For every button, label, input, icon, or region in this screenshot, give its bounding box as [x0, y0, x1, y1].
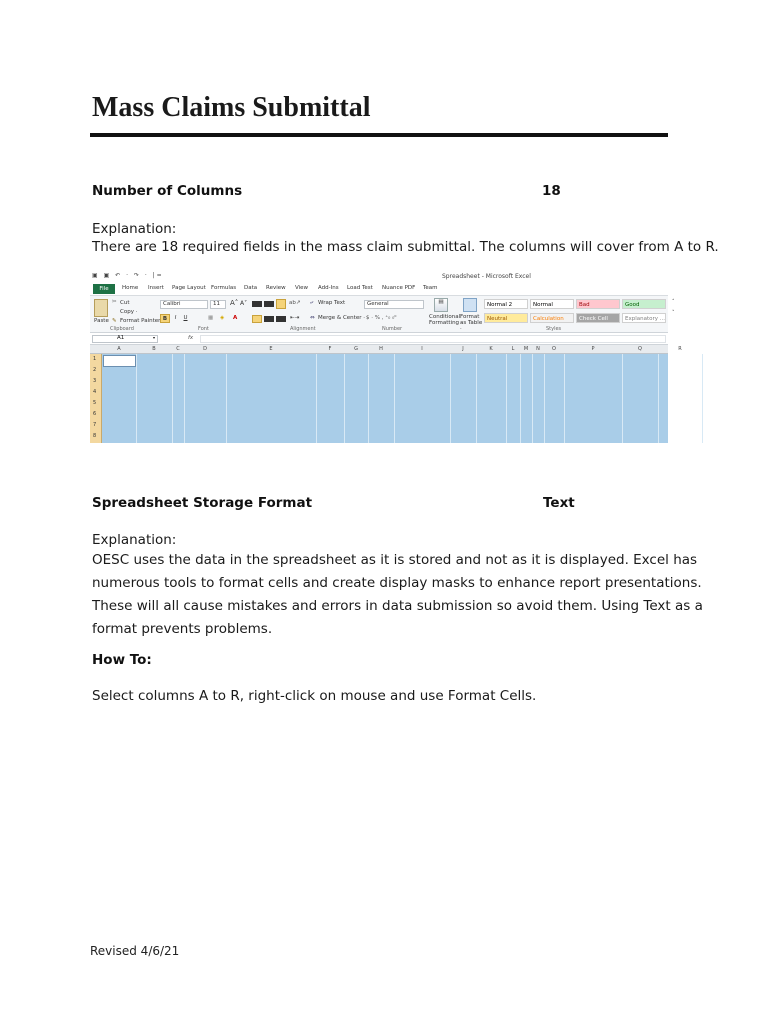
selected-columns-grid[interactable] [102, 354, 668, 443]
tab-page-layout[interactable]: Page Layout [172, 285, 206, 291]
column-header-r[interactable]: R [678, 346, 682, 352]
column-header-q[interactable]: Q [638, 346, 642, 352]
column-gridline [136, 354, 137, 443]
column-gridline [520, 354, 521, 443]
storage-format-label: Spreadsheet Storage Format [92, 495, 313, 511]
merge-icon[interactable]: ⇔ [310, 315, 315, 321]
format-as-table-icon[interactable] [463, 298, 477, 312]
column-headers [90, 345, 682, 354]
cell-style-bad[interactable]: Bad [576, 299, 620, 309]
cell-style-good[interactable]: Good [622, 299, 666, 309]
row-header-2[interactable]: 2 [93, 367, 97, 373]
column-gridline [506, 354, 507, 443]
paste-button[interactable]: Paste [94, 318, 109, 324]
column-gridline [316, 354, 317, 443]
column-gridline [394, 354, 395, 443]
wrap-text-button[interactable]: Wrap Text [318, 300, 346, 306]
scissors-icon[interactable]: ✂ [112, 299, 117, 305]
grow-font-icon[interactable]: A˄ [230, 299, 239, 307]
excel-window-title: Spreadsheet - Microsoft Excel [442, 273, 531, 280]
conditional-formatting-icon[interactable]: ▤ [434, 298, 448, 312]
group-label-styles: Styles [546, 326, 562, 332]
column-gridline [532, 354, 533, 443]
shrink-font-icon[interactable]: A˅ [240, 300, 248, 307]
tab-insert[interactable]: Insert [148, 285, 164, 291]
cell-style-calculation[interactable]: Calculation [530, 313, 574, 323]
number-format-select[interactable] [364, 300, 424, 309]
column-gridline [450, 354, 451, 443]
tab-file[interactable]: File [93, 284, 115, 294]
explanation-heading-1: Explanation: [92, 221, 177, 237]
cell-style-check-cell[interactable]: Check Cell [576, 313, 620, 323]
copy-button[interactable]: Copy · [120, 309, 138, 315]
row-header-4[interactable]: 4 [93, 389, 97, 395]
title-rule [90, 133, 668, 137]
bold-button[interactable]: B [160, 314, 170, 323]
explanation-text-1: There are 18 required fields in the mass claim submittal. The columns will cover from A to R. [92, 239, 719, 255]
column-header-j[interactable]: J [462, 346, 464, 352]
column-header-b[interactable]: B [152, 346, 156, 352]
row-header-7[interactable]: 7 [93, 422, 97, 428]
column-header-n[interactable]: N [536, 346, 540, 352]
tab-nuance-pdf[interactable]: Nuance PDF [382, 285, 416, 291]
cell-style-normal[interactable]: Normal [530, 299, 574, 309]
tab-review[interactable]: Review [266, 285, 286, 291]
column-gridline [564, 354, 565, 443]
column-gridline [172, 354, 173, 443]
excel-screenshot [90, 270, 682, 443]
tab-formulas[interactable]: Formulas [211, 285, 237, 291]
align-center-icon[interactable] [264, 316, 274, 322]
column-gridline [702, 354, 703, 443]
row-header-6[interactable]: 6 [93, 411, 97, 417]
column-gridline [622, 354, 623, 443]
explanation-line-1: OESC uses the data in the spreadsheet as it is stored and not as it is displayed. Excel has [92, 552, 698, 568]
column-header-h[interactable]: H [379, 346, 383, 352]
tab-add-ins[interactable]: Add-Ins [318, 285, 339, 291]
tab-team[interactable]: Team [423, 285, 438, 291]
column-header-m[interactable]: M [523, 346, 529, 352]
row-header-8[interactable]: 8 [93, 433, 97, 439]
align-left-icon[interactable] [252, 315, 262, 323]
column-header-i[interactable]: I [421, 346, 423, 352]
accounting-format-icon[interactable]: $ · % , ⁺₀ ₀⁰ [366, 315, 397, 321]
align-middle-icon[interactable] [264, 301, 274, 307]
row-header-5[interactable]: 5 [93, 400, 97, 406]
row-header-1[interactable]: 1 [93, 356, 97, 362]
active-cell-a1[interactable] [103, 355, 136, 367]
row-header-3[interactable]: 3 [93, 378, 97, 384]
column-gridline [184, 354, 185, 443]
name-box[interactable] [92, 335, 158, 343]
group-label-number: Number [382, 326, 403, 332]
column-header-a[interactable]: A [117, 346, 121, 352]
cell-style-normal-2[interactable]: Normal 2 [484, 299, 528, 309]
how-to-text: Select columns A to R, right-click on mouse and use Format Cells. [92, 688, 537, 704]
excel-titlebar [90, 270, 668, 283]
number-of-columns-label: Number of Columns [92, 183, 243, 199]
formula-input[interactable] [200, 335, 666, 343]
name-box-value: A1 [117, 335, 125, 341]
tab-view[interactable]: View [295, 285, 309, 291]
number-of-columns-value: 18 [542, 183, 561, 199]
merge-center-button[interactable]: Merge & Center · [318, 315, 365, 321]
column-header-e[interactable]: E [269, 346, 273, 352]
styles-scroll-down-icon[interactable]: ˅ [672, 310, 675, 316]
group-label-alignment: Alignment [290, 326, 316, 332]
format-painter-button[interactable]: Format Painter [120, 318, 161, 324]
document-title: Mass Claims Submittal [92, 92, 371, 123]
column-header-c[interactable]: C [176, 346, 180, 352]
column-gridline [226, 354, 227, 443]
explanation-line-3: These will all cause mistakes and errors in data submission so avoid them. Using Text as a [92, 598, 703, 614]
name-box-dropdown-icon[interactable]: ▾ [152, 335, 155, 340]
storage-format-value: Text [543, 495, 575, 511]
wrap-text-icon[interactable]: ⤶ [310, 300, 314, 306]
number-format-value: General [367, 301, 389, 307]
cell-style-explanatory[interactable]: Explanatory ... [622, 313, 666, 323]
column-header-o[interactable]: O [552, 346, 556, 352]
row-headers [90, 354, 102, 443]
cell-style-neutral[interactable]: Neutral [484, 313, 528, 323]
column-gridline [476, 354, 477, 443]
group-label-clipboard: Clipboard [110, 326, 134, 332]
font-size-select[interactable] [210, 300, 226, 309]
indent-icon[interactable]: ⇤⇥ [290, 315, 300, 321]
column-gridline [544, 354, 545, 443]
font-size-value: 11 [213, 301, 220, 307]
explanation-heading-2: Explanation: [92, 532, 177, 548]
font-color-icon[interactable]: A [233, 315, 238, 321]
column-header-f[interactable]: F [328, 346, 332, 352]
paste-icon[interactable] [94, 299, 108, 317]
tab-load-test[interactable]: Load Test [347, 285, 373, 291]
explanation-line-2: numerous tools to format cells and create display masks to enhance report presentations. [92, 575, 702, 591]
font-name-select[interactable] [160, 300, 208, 309]
column-gridline [368, 354, 369, 443]
tab-data[interactable]: Data [244, 285, 258, 291]
conditional-formatting-button[interactable]: Conditional Formatting · [429, 314, 463, 326]
explanation-line-4: format prevents problems. [92, 621, 273, 637]
styles-scroll-up-icon[interactable]: ˄ [672, 299, 675, 305]
fill-color-icon[interactable]: ◈ [220, 315, 225, 321]
brush-icon[interactable]: ✎ [112, 318, 117, 324]
column-header-p[interactable]: P [591, 346, 595, 352]
column-header-l[interactable]: L [511, 346, 515, 352]
column-gridline [344, 354, 345, 443]
formula-bar [90, 334, 668, 345]
column-gridline [658, 354, 659, 443]
tab-home[interactable]: Home [122, 285, 139, 291]
cut-button[interactable]: Cut [120, 300, 130, 306]
how-to-heading: How To: [92, 652, 152, 668]
orientation-icon[interactable]: ab↗ [289, 300, 301, 306]
italic-button[interactable]: I [174, 315, 177, 321]
ribbon-tabs [90, 284, 668, 295]
font-name-value: Calibri [163, 301, 181, 307]
quick-access-toolbar: ▣ ▣ ↶ · ↷ · |= [92, 272, 164, 279]
revision-date: Revised 4/6/21 [90, 944, 180, 958]
ribbon-group-labels [90, 326, 668, 333]
column-header-d[interactable]: D [203, 346, 207, 352]
fx-icon[interactable]: fx [188, 335, 194, 341]
format-as-table-button[interactable]: Format as Table · [460, 314, 483, 332]
column-header-g[interactable]: G [354, 346, 358, 352]
underline-button[interactable]: U [183, 315, 188, 321]
group-label-font: Font [198, 326, 209, 332]
borders-icon[interactable]: ▦ [208, 315, 214, 321]
align-bottom-icon[interactable] [276, 299, 286, 309]
column-header-k[interactable]: K [489, 346, 493, 352]
align-top-icon[interactable] [252, 301, 262, 307]
align-right-icon[interactable] [276, 316, 286, 322]
